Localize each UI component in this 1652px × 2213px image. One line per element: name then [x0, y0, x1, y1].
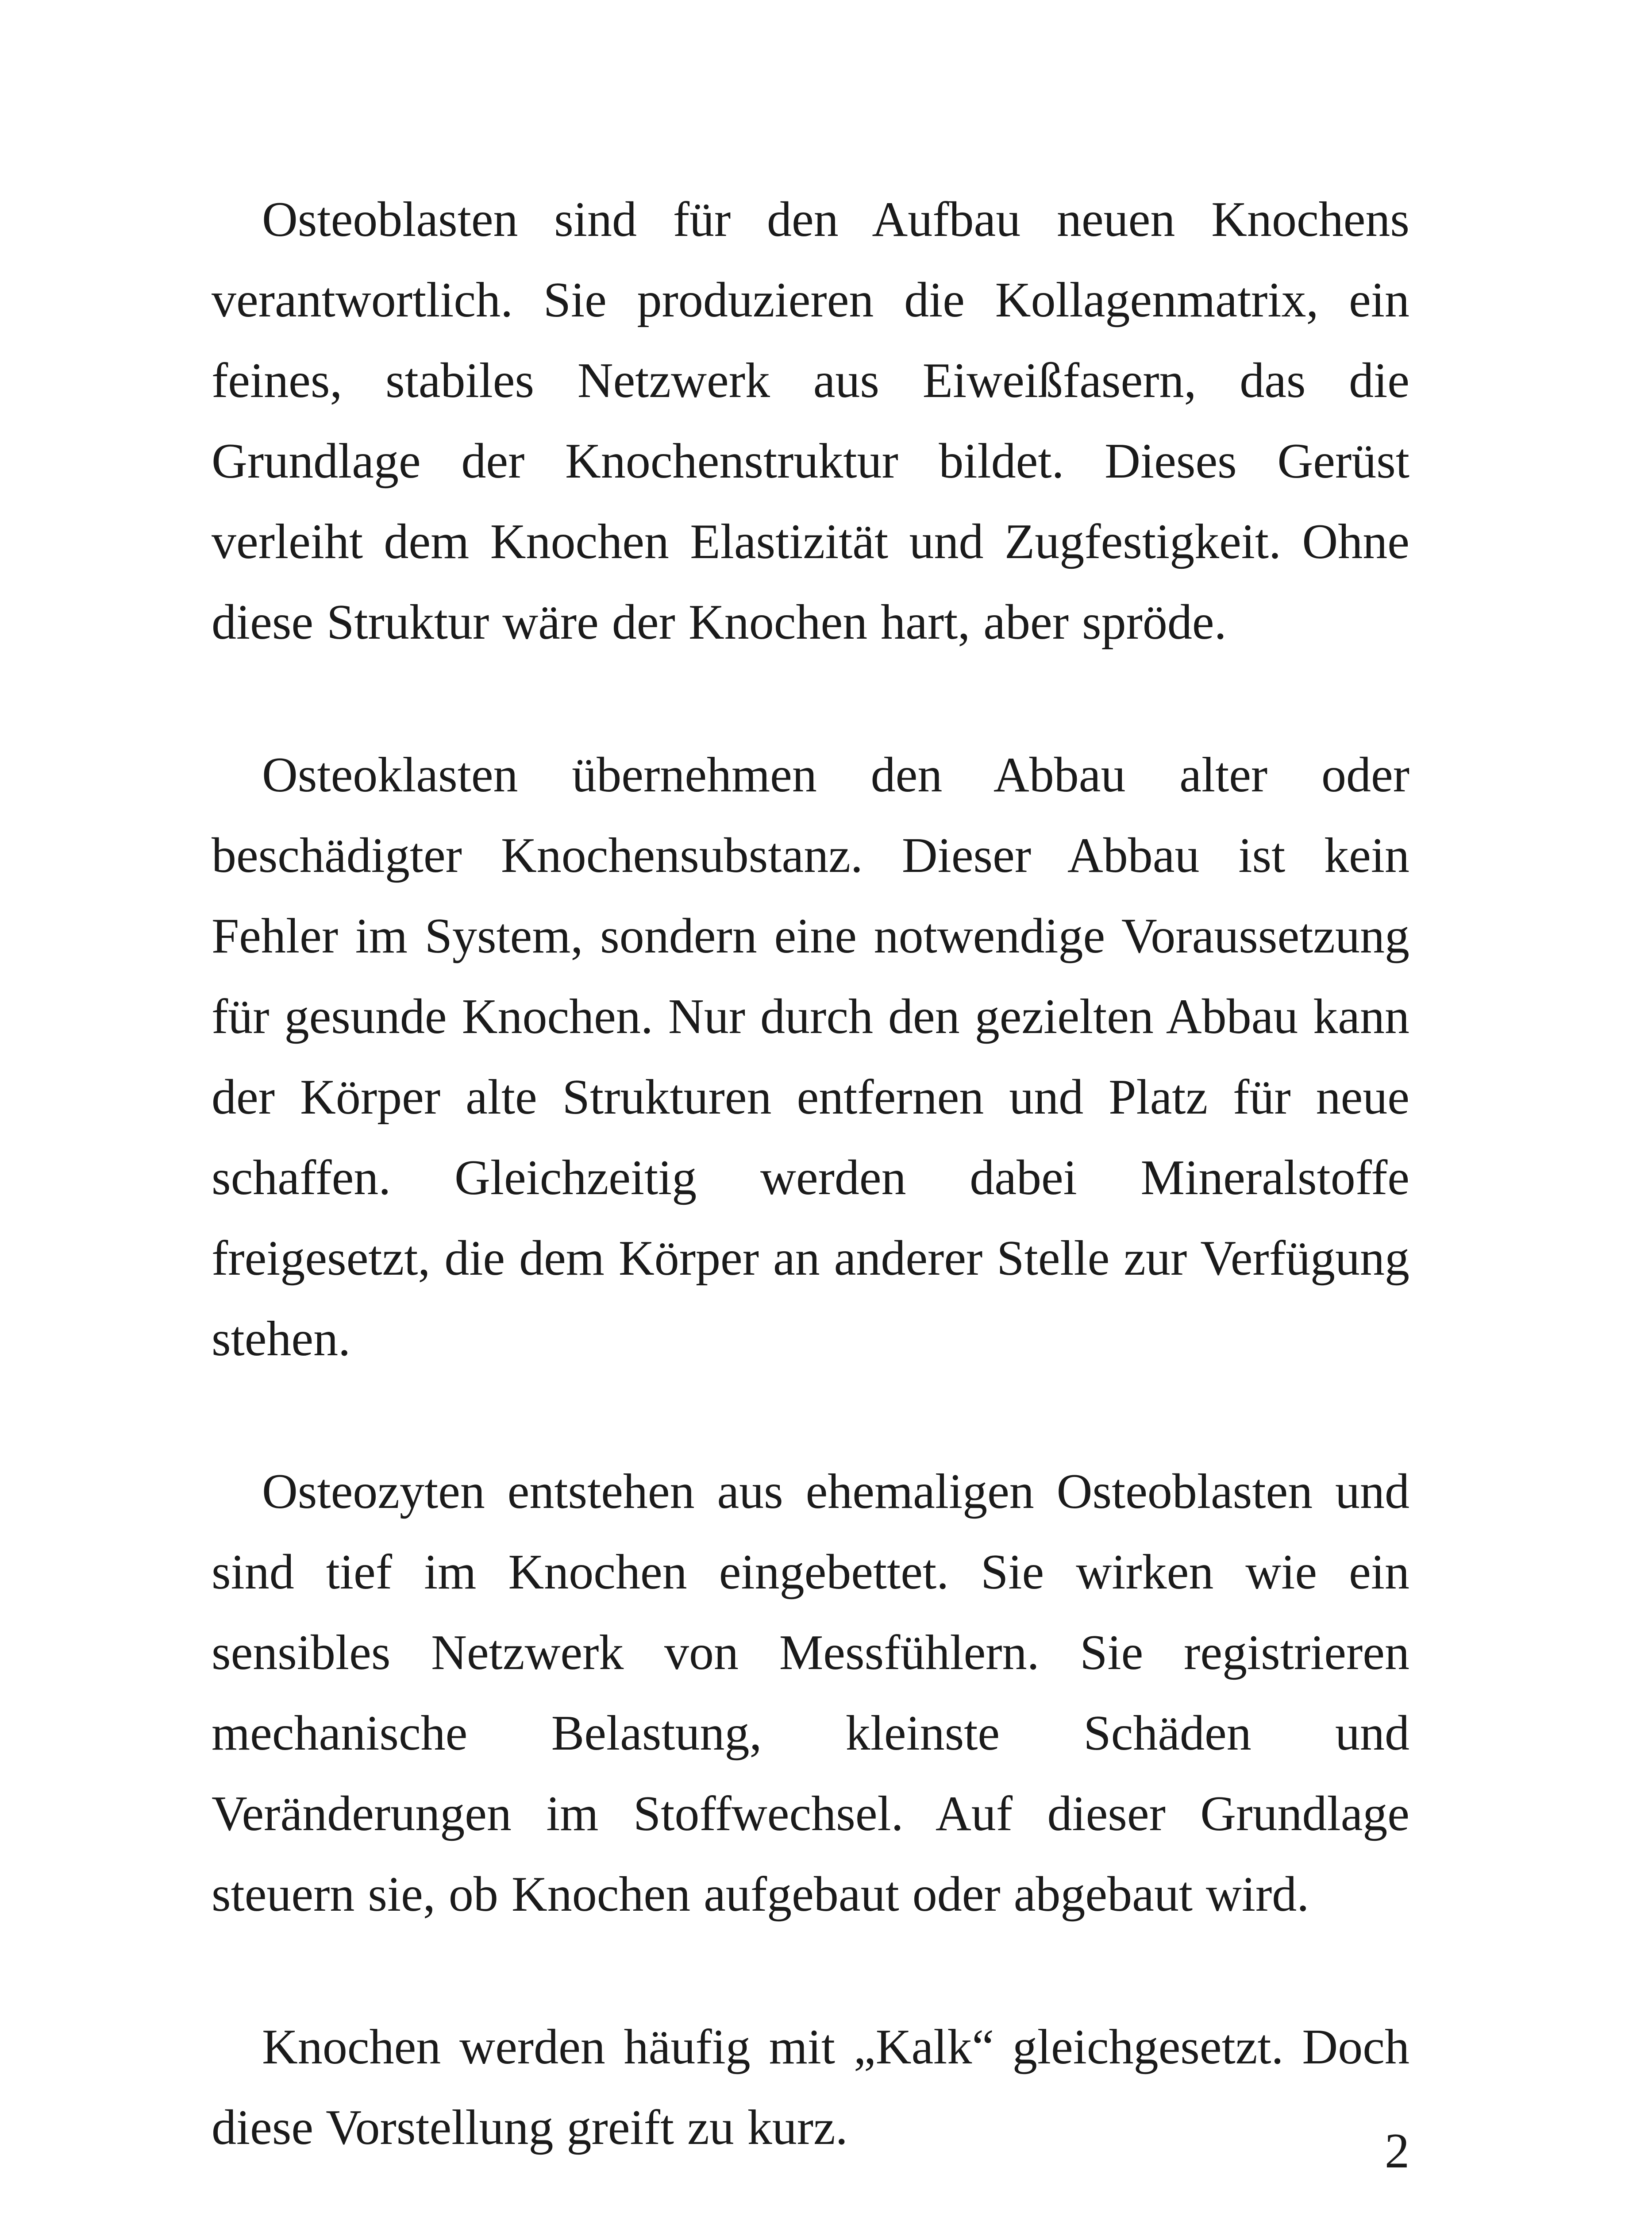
paragraph-osteozyten: Osteozyten entstehen aus ehemaligen Osteoblasten und sind tief im Knochen eingebettet. Sie wirken wie ein sensibles Netzwerk von Messfühlern. Sie registrieren mechanische Belastung, kleinste Schäden und Veränderungen im Stoffwechsel. Auf dieser Grundlage steuern sie, ob Knochen aufgebaut oder abgebaut wird.	[212, 1464, 1409, 1922]
paragraph-osteoblasten: Osteoblasten sind für den Aufbau neuen Knochens verantwortlich. Sie produzieren die Kollagenmatrix, ein feines, stabiles Netzwerk aus Eiweißfasern, das die Grundlage der Knochenstruktur bildet. Dieses Gerüst verleiht dem Knochen Elastizität und Zugfestigkeit. Ohne diese Struktur wäre der Knochen hart, aber spröde.	[212, 192, 1409, 650]
paragraph-osteoklasten: Osteoklasten übernehmen den Abbau alter oder beschädigter Knochensubstanz. Dieser Abbau ist kein Fehler im System, sondern eine notwendige Voraussetzung für gesunde Knochen. Nur durch den gezielten Abbau kann der Körper alte Strukturen entfernen und Platz für neue schaffen. Gleichzeitig werden dabei Mineralstoffe freigesetzt, die dem Körper an anderer Stelle zur Verfügung stehen.	[212, 748, 1409, 1366]
paragraph-kalk: Knochen werden häufig mit „Kalk“ gleichgesetzt. Doch diese Vorstellung greift zu kurz.	[212, 2020, 1409, 2155]
page-number: 2	[1385, 2124, 1409, 2178]
body-text	[212, 179, 1409, 2168]
